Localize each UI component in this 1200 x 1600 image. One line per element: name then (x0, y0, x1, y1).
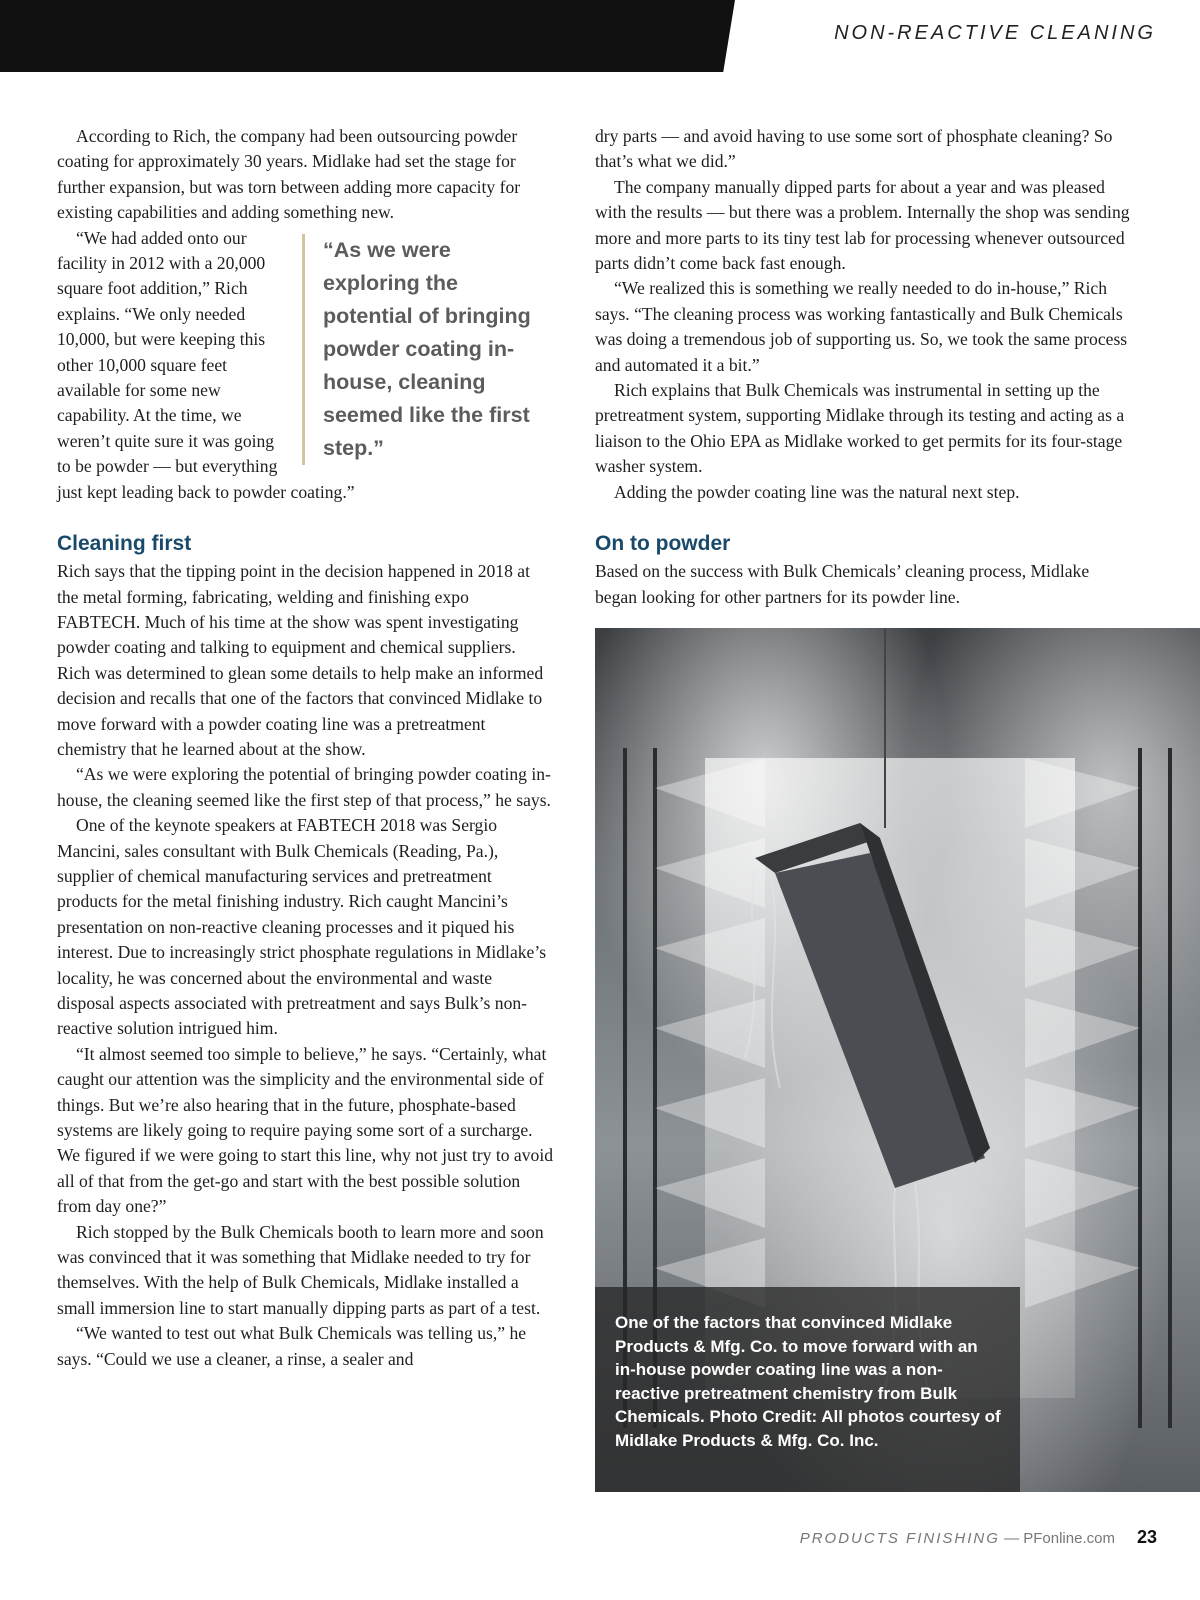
section-heading: On to powder (595, 532, 731, 556)
page-footer (800, 1527, 1157, 1548)
paragraph: “It almost seemed too simple to believe,” he says. “Certainly, what caught our attention was the simplicity and the environmental side of things. But we’re also hearing that in the future, phosphate-based systems are likely going to require paying some sort of a surcharge. We figured if we were going to start this line, why not just try to avoid all of that from the get-go and start with the best possible solution from day one?” (57, 1043, 554, 1217)
pull-quote: “As we were exploring the potential of bringing powder coating in-house, cleaning seemed like the first step.” (302, 234, 553, 465)
section-heading: Cleaning first (57, 532, 192, 556)
paragraph: “We realized this is something we really needed to do in-house,” Rich says. “The cleaning process was working fantastically and Bulk Chemicals was doing a tremendous job of supporting us. So, we took the same process and automated it a bit.” (595, 278, 1128, 375)
paragraph: Adding the powder coating line was the natural next step. (614, 481, 1020, 502)
header-bar (0, 0, 735, 72)
paragraph: The company manually dipped parts for about a year and was pleased with the results — but there was a problem. Internally the shop was sending more and more parts to its tiny test lab for processing whenever outsourced parts didn’t come back fast enough. (595, 176, 1130, 274)
section-label: NON-REACTIVE CLEANING (834, 22, 1156, 44)
right-rack (1140, 748, 1170, 1428)
site-name: PFonline.com (1023, 1530, 1115, 1547)
washer-photo (595, 628, 1200, 1492)
paragraph: Rich explains that Bulk Chemicals was instrumental in setting up the pretreatment system, supporting Midlake through its testing and acting as a liaison to the Ohio EPA as Midlake worked to get permits for its four-stage washer system. (595, 380, 1125, 477)
footer-separator: — (999, 1530, 1024, 1547)
right-column (595, 124, 1135, 610)
paragraph: One of the keynote speakers at FABTECH 2018 was Sergio Mancini, sales consultant with Bulk Chemicals (Reading, Pa.), supplier of chemical manufacturing services and pretreatment products for the metal finishing industry. Rich caught Mancini’s presentation on non-reactive cleaning processes and it piqued his interest. Due to increasingly strict phosphate regulations in Midlake’s locality, he was concerned about the environmental and waste disposal aspects associated with pretreatment and says Bulk’s non-reactive solution intrigued him. (57, 815, 547, 1039)
page-number: 23 (1136, 1527, 1157, 1547)
publication-name: PRODUCTS FINISHING (799, 1530, 1000, 1547)
paragraph: According to Rich, the company had been outsourcing powder coating for approximately 30 years. Midlake had set the stage for further expansion, but was torn between adding more capacity for existing capabilities and adding something new. (57, 126, 521, 223)
paragraph: Rich says that the tipping point in the decision happened in 2018 at the metal forming, fabricating, welding and finishing expo FABTECH. Much of his time at the show was spent investigating powder coating and talking to equipment and chemical suppliers. Rich was determined to glean some details to help make an informed decision and recalls that one of the factors that convinced Midlake to move forward with a powder coating line was a pretreatment chemistry that he learned about at the show. (57, 561, 544, 759)
left-column (57, 124, 553, 1372)
paragraph: Rich stopped by the Bulk Chemicals booth to learn more and soon was convinced that it was something that Midlake needed to try for themselves. With the help of Bulk Chemicals, Midlake installed a small immersion line to start manually dipping parts as part of a test. (57, 1221, 544, 1318)
photo-caption: One of the factors that convinced Midlake Products & Mfg. Co. to move forward with an in-house powder coating line was a non-reactive pretreatment chemistry from Bulk Chemicals. Photo Credit: All photos courtesy of Midlake Products & Mfg. Co. Inc. (595, 1287, 1020, 1492)
paragraph: Based on the success with Bulk Chemicals’ cleaning process, Midlake began looking for other partners for its powder line. (595, 561, 1090, 607)
paragraph: “We wanted to test out what Bulk Chemicals was telling us,” he says. “Could we use a cleaner, a rinse, a sealer and (57, 1323, 527, 1369)
paragraph: “We had added onto our facility in 2012 with a 20,000 square foot addition,” Rich explains. “We only needed 10,000, but were keeping this other 10,000 square feet available for some new capability. At the time, we weren’t quite sure it was going to be powder — but everything just kept leading back to powder coating.” (57, 227, 355, 502)
paragraph: “As we were exploring the potential of bringing powder coating in-house, the cleaning seemed like the first step of that process,” he says. (57, 764, 551, 810)
paragraph: dry parts — and avoid having to use some sort of phosphate cleaning? So that’s what we did.” (595, 126, 1113, 172)
